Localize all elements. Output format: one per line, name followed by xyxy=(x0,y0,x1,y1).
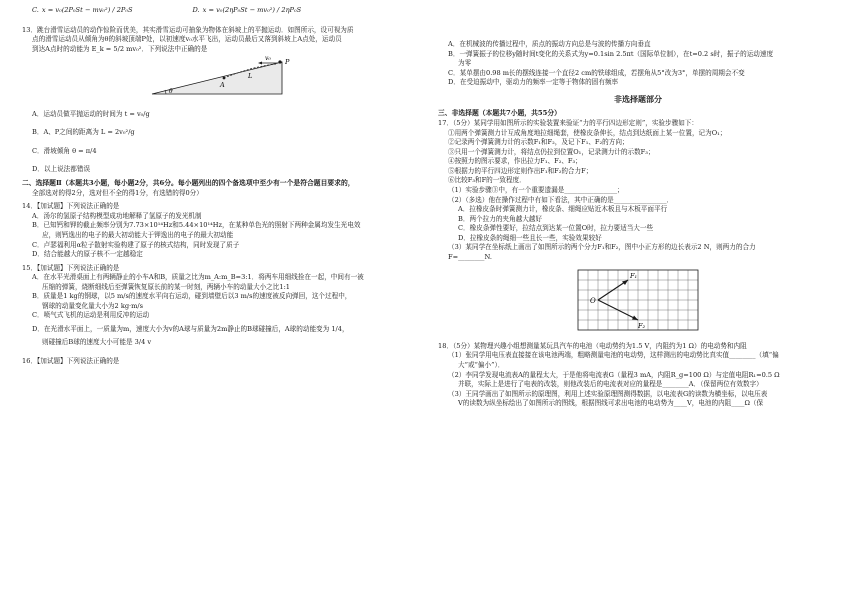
point-p-dot xyxy=(278,61,281,64)
q16-option-a: A．在机械波的传播过程中，质点的振动方向总是与波的传播方向垂直 xyxy=(448,40,651,48)
q12-option-d xyxy=(192,6,301,16)
label-theta: θ xyxy=(169,88,173,96)
q13-option-b: B．A、P之间的距离为 L = 2v₀²/g xyxy=(32,128,135,137)
q15-title: 15．【加试题】下列说法正确的是 xyxy=(22,263,120,272)
right-column xyxy=(438,0,838,608)
left-column xyxy=(22,0,417,608)
q15-option-c: C．喷气式飞机的运动是利用反冲的运动 xyxy=(32,311,150,320)
section2-note: 全部选对的得2分，选对但不全的得1分，有选错的得0分） xyxy=(32,188,203,197)
q15-option-d-1: D．在光滑水平面上，一质量为m，速度大小为v的A球与质量为2m静止的B球碰撞后，A球的动能变为 1/4， xyxy=(32,324,349,333)
q18-sub-3-a: （3）王同学画出了如图所示的原理图，利用上述实验原理图测得数据，以电流表G的读数为横坐标，以电压表 xyxy=(448,389,768,398)
q15-option-a-2: 压缩的弹簧，烧断细线后至弹簧恢复原长前的某一时刻，两辆小车的动量大小之比1:1 xyxy=(42,282,290,291)
q12-option-d-label: D. xyxy=(192,6,200,14)
q14-option-b-2: 应，则钙逸出的电子的最大初动能大于钾逸出的电子的最大初动能 xyxy=(42,230,234,239)
q15-option-b-1: B．质量是1 kg的钢球，以5 m/s的速度水平向右运动，碰到墙壁后以3 m/s的速度被反向弹回，这个过程中， xyxy=(32,292,352,301)
label-f2: F₂ xyxy=(638,322,646,331)
q14-title: 14．【加试题】下列说法正确的是 xyxy=(22,202,120,211)
section2-title: 二、选择题Ⅱ（本题共3小题，每小题2分，共6分。每小题列出的四个备选项中至少有一个是符合题目要求的， xyxy=(22,178,355,187)
q16-title: 16．【加试题】下列说法正确的是 xyxy=(22,356,120,365)
q13-stem-1: 13．跳台滑雪运动员的动作惊险而优美，其实滑雪运动可抽象为物体在斜坡上的平抛运动．如图所示，设可视为质 xyxy=(22,25,354,34)
q17-step-1: ①用两个弹簧测力计互成角度地拉细绳套，使橡皮条伸长，结点到达纸面上某一位置，记为O₁； xyxy=(448,128,727,137)
force-f1-arrowhead xyxy=(622,280,628,285)
q18-stem: 18．（5分）某物理兴趣小组想测量某玩具汽车的电池（电动势约为1.5 V，内阻约为1 Ω）的电动势和内阻 xyxy=(438,341,747,350)
q13-stem-3: 到达A点时的动能为 E_k = 5/2 mv₀²．下列说法中正确的是 xyxy=(32,44,208,53)
q17-sub-3-answer: F=________N. xyxy=(448,252,492,261)
q17-sub-2-option-c: C．橡皮条弹性要好，拉结点到达某一位置O时，拉力要适当大一些 xyxy=(458,224,654,233)
q13-option-c: C．滑坡倾角 θ = π/4 xyxy=(32,146,97,155)
q17-step-5: ⑤根据力的平行四边形定则作出F₁和F₂的合力F； xyxy=(448,166,593,175)
q16-option-c: C．某单摆由0.98 m长的摆线连接一个直径2 cm的铁球组成，若摆角从5°改为3°，单摆的周期会不变 xyxy=(448,68,745,77)
q17-sub-3: （3）某同学在坐标纸上画出了如图所示的两个分力F₁和F₂，图中小正方形的边长表示2 N，则两力的合力 xyxy=(448,243,756,252)
label-f1: F₁ xyxy=(630,272,638,281)
q13-option-a: A．运动员做平抛运动的时间为 t = v₀/g xyxy=(32,109,150,118)
label-l: L xyxy=(248,72,253,81)
q18-sub-1-b: 大”或“偏小”）． xyxy=(458,361,505,370)
force-f2-arrowhead xyxy=(632,316,638,321)
q17-sub-2-option-b: B．两个拉力的夹角越大越好 xyxy=(458,214,542,223)
q15-option-b-2: 钢球的动量变化量大小为2 kg·m/s xyxy=(42,301,143,310)
q14-option-c: C．卢瑟福利用α粒子散射实验构建了原子的核式结构，同时发现了质子 xyxy=(32,240,240,249)
q14-option-b-1: B．已知钙和钾的截止频率分别为7.73×10¹⁴Hz和5.44×10¹⁴Hz，在某种单色光的照射下两种金属均发生光电效 xyxy=(32,221,361,230)
q15-option-d-2: 则碰撞后B球的速度大小可能是 3/4 v xyxy=(42,338,152,347)
q16-option-d: D．在受迫振动中，驱动力的频率一定等于物体的固有频率 xyxy=(448,78,619,87)
q18-sub-1-a: （1）张同学用电压表直接接在该电池两端，粗略测量电池的电动势，这样测出的电动势比真实值________（填“偏 xyxy=(448,351,779,360)
q16-option-b-1: B．一弹簧振子的位移y随时间t变化的关系式为y=0.1sin 2.5πt（国际单位制），在t=0.2 s时，振子的运动速度 xyxy=(448,49,774,58)
q18-sub-3-b: V的读数为纵坐标绘出了如图所示的图线，根据图线可求出电池的电动势为____V，电池的内阻____Ω（保 xyxy=(458,399,764,408)
q17-step-3: ③只用一个弹簧测力计，将结点仍拉到位置O₁，记录测力计的示数F₃； xyxy=(448,147,655,156)
q17-step-6: ⑥比较F₃和F的一致程度． xyxy=(448,176,526,185)
q12-option-c-formula: x = v₀(2P₀St − mv₀²) / 2P₀S xyxy=(41,6,133,14)
label-v0: v₀ xyxy=(265,56,271,63)
label-p: P xyxy=(285,58,290,67)
q12-option-d-formula: x = v₀(2ηP₀St − mv₀²) / 2ηP₀S xyxy=(202,6,302,14)
q17-step-4: ④按照力的图示要求，作出拉力F₁、F₂、F₃； xyxy=(448,157,582,166)
q12-options-cd xyxy=(22,6,417,16)
q12-option-c-label: C. xyxy=(32,6,39,14)
q18-sub-2-b: 并联，实际上是进行了电表的改装，则他改装后的电流表对应的量程是________A．（保留两位有效数字） xyxy=(458,380,763,389)
q17-sub-1: （1）实验步骤③中，有一个重要遗漏是________________； xyxy=(448,186,624,194)
label-a: A xyxy=(220,81,225,90)
q15-option-a-1: A．在水平光滑桌面上有两辆静止的小车A和B，质量之比为m_A:m_B=3:1．将两车用细线拴在一起，中间有一被 xyxy=(32,273,364,282)
force-grid-diagram xyxy=(576,268,700,332)
q14-option-d: D．结合能越大的原子核不一定越稳定 xyxy=(32,250,143,259)
velocity-arrowhead xyxy=(258,62,262,65)
q13-option-d: D．以上说法都错误 xyxy=(32,165,91,174)
q17-sub-2-option-a: A．拉橡皮条时弹簧测力计，橡皮条、细绳应贴近木板且与木板平面平行 xyxy=(458,205,668,214)
q18-sub-2-a: （2）李同学发现电流表A的量程太大，于是他将电流表G（量程3 mA，内阻R_g=100 Ω）与定值电阻R₁=0.5 Ω xyxy=(448,370,780,379)
section3-title: 三、非选择题（本题共7小题，共55分） xyxy=(438,109,561,118)
ski-slope-diagram xyxy=(132,56,312,98)
q12-option-c xyxy=(32,6,132,16)
q13-stem-2: 点的滑雪运动员从倾角为θ的斜坡顶端P处，以初速度v₀水平飞出，运动员最后又落到斜坡上A点处，运动员 xyxy=(32,35,342,44)
q16-option-b-2: 为零 xyxy=(458,59,472,68)
point-a-dot xyxy=(223,77,226,80)
label-o: O xyxy=(590,297,596,306)
q17-stem: 17．（5分）某同学用如图所示的实验装置来验证“力的平行四边形定则”，实验步骤如下： xyxy=(438,119,698,128)
q17-step-2: ②记录两个弹簧测力计的示数F₁和F₂，及记下F₁、F₂的方向； xyxy=(448,138,629,147)
q14-option-a: A．汤尔的氢原子结构模型成功地解释了氢原子的发光机制 xyxy=(32,211,202,220)
grid-lines xyxy=(578,270,698,330)
part-title: 非选择题部分 xyxy=(614,93,662,104)
q17-sub-2: （2）（多选）他在操作过程中有如下看法，其中正确的是________________． xyxy=(448,195,674,204)
q17-sub-2-option-d: D．拉橡皮条的绳细一些且长一些，实验效果较好 xyxy=(458,233,602,242)
